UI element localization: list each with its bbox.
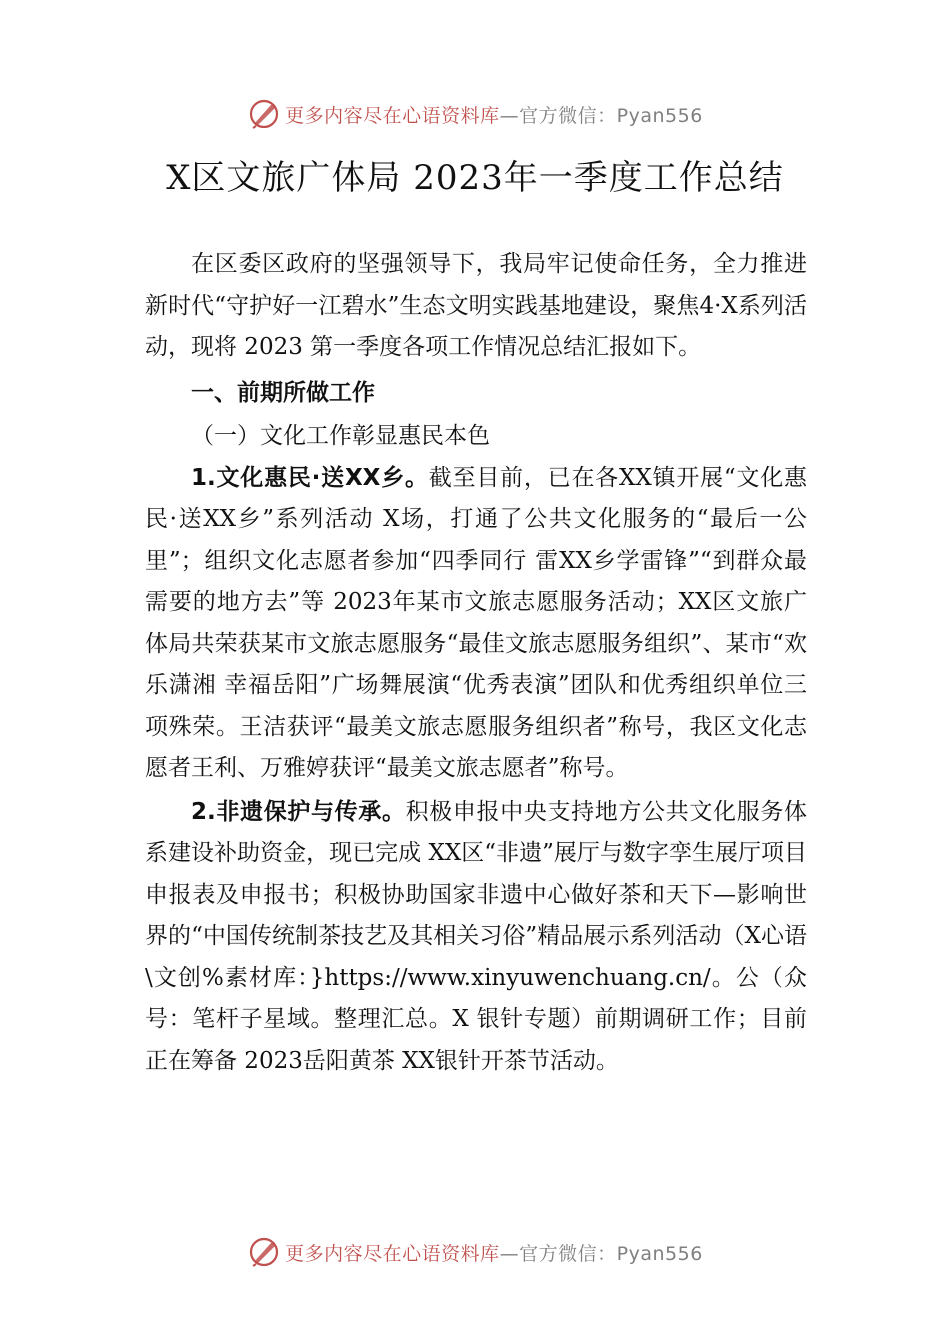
item-1-lead: 1.文化惠民·送XX乡。 xyxy=(191,464,429,491)
intro-paragraph: 在区委区政府的坚强领导下，我局牢记使命任务，全力推进新时代“守护好一江碧水”生态文明实践基地建设，聚焦4·X系列活动，现将 2023 第一季度各项工作情况总结汇报如下。 xyxy=(145,251,807,360)
banner-contact-text: 官方微信：Pyan556 xyxy=(519,104,703,127)
footer-banner xyxy=(0,1232,950,1272)
banner-brand-text: 更多内容尽在心语资料库 xyxy=(285,104,500,127)
subsection-heading: （一）文化工作彰显惠民本色 xyxy=(191,423,490,449)
banner-contact-text: 官方微信：Pyan556 xyxy=(519,1242,703,1265)
banner-text xyxy=(285,101,703,128)
banner-separator: — xyxy=(499,104,520,127)
quill-pen-logo-icon xyxy=(247,97,281,131)
section-heading: 一、前期所做工作 xyxy=(191,379,375,406)
item-paragraph-1 xyxy=(145,458,807,790)
item-1-body: 截至目前，已在各XX镇开展“文化惠民·送XX乡”系列活动 X场，打通了公共文化服务的“最后一公里”；组织文化志愿者参加“四季同行 雷XX乡学雷锋”“到群众最需要的地方去”等 2023年某市文旅志愿服务活动；XX区文旅广体局共荣获某市文旅志愿服务“最佳文旅志愿服务组织”、某市“欢乐潇湘 幸福岳阳”广场舞展演“优秀表演”团队和优秀组织单位三项殊荣。王洁获评“最美文旅志愿服务组织者”称号，我区文化志愿者王利、万雅婷获评“最美文旅志愿者”称号。 xyxy=(145,464,807,781)
quill-pen-logo-icon xyxy=(247,1235,281,1269)
item-2-lead: 2.非遗保护与传承。 xyxy=(191,798,406,825)
banner-brand-text: 更多内容尽在心语资料库 xyxy=(285,1242,500,1265)
banner-separator: — xyxy=(499,1242,520,1265)
item-paragraph-2 xyxy=(145,792,807,1083)
banner-text xyxy=(285,1239,703,1266)
document-title: X区文旅广体局 2023年一季度工作总结 xyxy=(166,158,784,198)
document-body xyxy=(145,244,807,1082)
header-banner xyxy=(0,94,950,134)
item-2-body: 积极申报中央支持地方公共文化服务体系建设补助资金，现已完成 XX区“非遗”展厅与数字孪生展厅项目申报表及申报书；积极协助国家非遗中心做好茶和天下—影响世界的“中国传统制茶技艺及其相关习俗”精品展示系列活动（X心语\文创%素材库：}https://www.xinyuwenchuang.cn/。公（众号：笔杆子星域。整理汇总。X 银针专题）前期调研工作；目前正在筹备 2023岳阳黄茶 XX银针开茶节活动。 xyxy=(145,798,807,1074)
